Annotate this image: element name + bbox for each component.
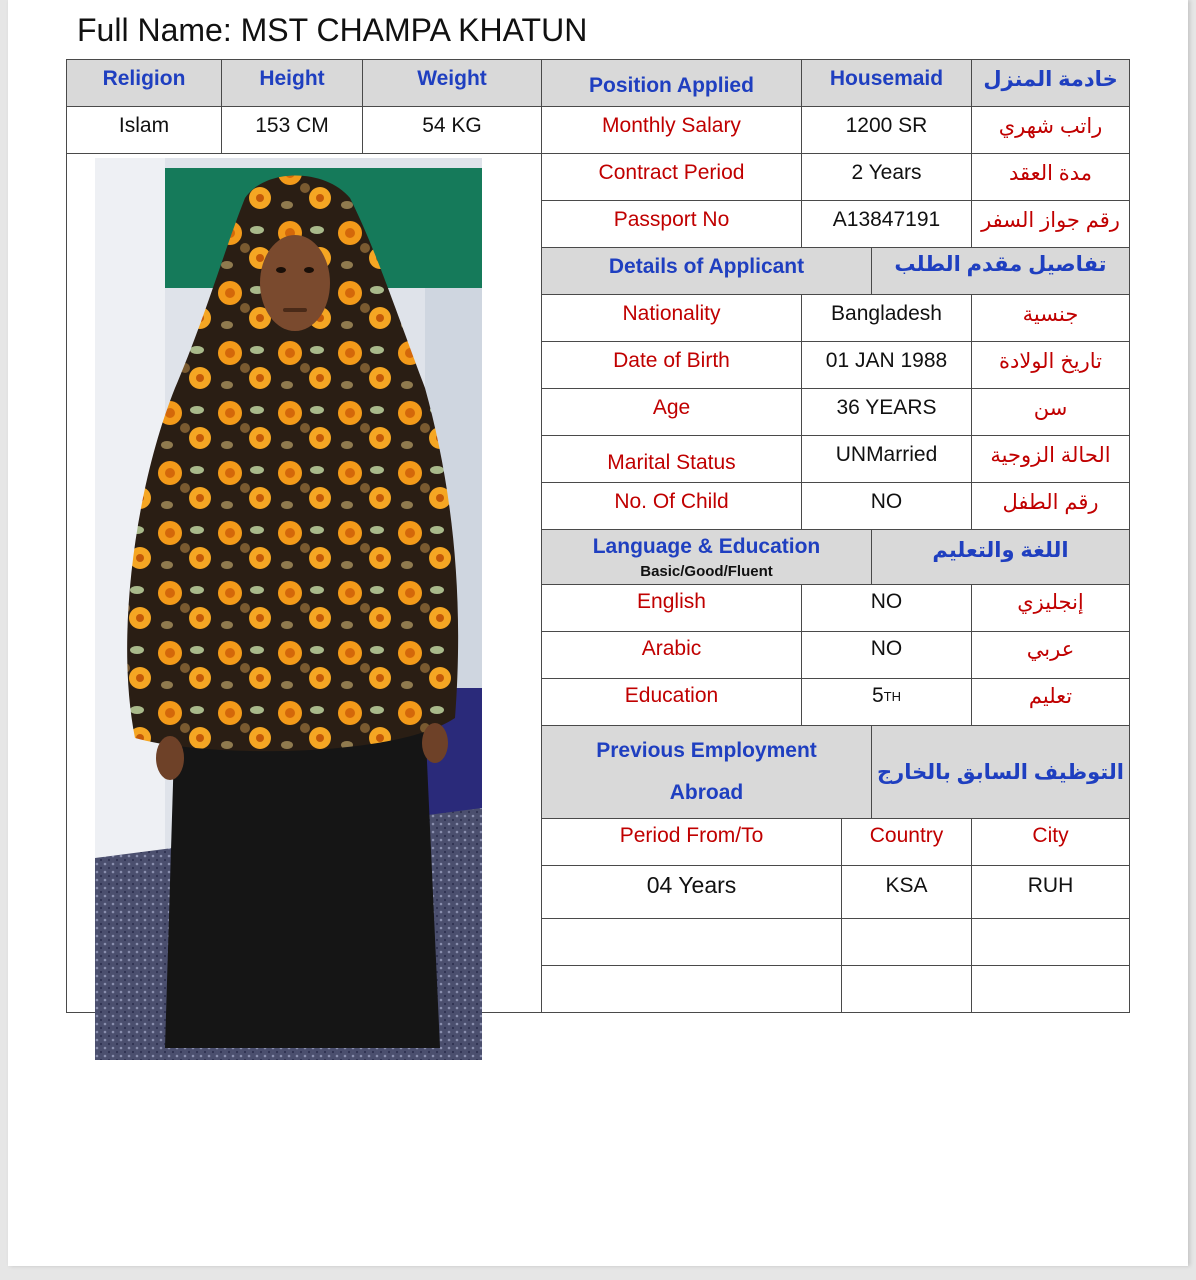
- nationality-label: Nationality: [541, 294, 802, 342]
- no-of-child-value: NO: [801, 482, 972, 530]
- arabic-arabic: عربي: [971, 631, 1130, 679]
- english-arabic: إنجليزي: [971, 584, 1130, 632]
- weight-header: Weight: [362, 59, 542, 107]
- age-value: 36 YEARS: [801, 388, 972, 436]
- date-of-birth-label: Date of Birth: [541, 341, 802, 389]
- weight-value: 54 KG: [362, 106, 542, 154]
- education-level: 5: [871, 684, 884, 707]
- position-applied-label: Position Applied: [541, 59, 802, 107]
- education-arabic: تعليم: [971, 678, 1130, 726]
- employment-city-cell: [971, 918, 1130, 966]
- previous-employment-header: [541, 725, 872, 819]
- date-of-birth-arabic: تاريخ الولادة: [971, 341, 1130, 389]
- employment-city-cell: RUH: [971, 865, 1130, 919]
- age-arabic: سن: [971, 388, 1130, 436]
- education-label: Education: [541, 678, 802, 726]
- language-education-header: [541, 529, 872, 585]
- arabic-value: NO: [801, 631, 972, 679]
- height-value: 153 CM: [221, 106, 363, 154]
- arabic-label: Arabic: [541, 631, 802, 679]
- no-of-child-arabic: رقم الطفل: [971, 482, 1130, 530]
- language-education-arabic: اللغة والتعليم: [871, 529, 1130, 585]
- country-column-header: Country: [841, 818, 972, 866]
- age-label: Age: [541, 388, 802, 436]
- passport-no-value: A13847191: [801, 200, 972, 248]
- monthly-salary-arabic: راتب شهري: [971, 106, 1130, 154]
- previous-employment-line2: Abroad: [669, 781, 744, 804]
- full-name-title: Full Name: MST CHAMPA KHATUN: [77, 12, 588, 48]
- nationality-value: Bangladesh: [801, 294, 972, 342]
- details-of-applicant-arabic: تفاصيل مقدم الطلب: [871, 247, 1130, 295]
- position-applied-arabic: خادمة المنزل: [971, 59, 1130, 107]
- marital-status-arabic: الحالة الزوجية: [971, 435, 1130, 483]
- applicant-photo: [95, 158, 482, 1060]
- marital-status-value: UNMarried: [801, 435, 972, 483]
- position-applied-value: Housemaid: [801, 59, 972, 107]
- marital-status-label: Marital Status: [541, 435, 802, 483]
- education-value: [801, 678, 972, 726]
- employment-country-cell: [841, 918, 972, 966]
- height-header: Height: [221, 59, 363, 107]
- previous-employment-arabic: التوظيف السابق بالخارج: [871, 725, 1130, 819]
- employment-period-cell: [541, 965, 842, 1013]
- english-value: NO: [801, 584, 972, 632]
- passport-no-label: Passport No: [541, 200, 802, 248]
- language-education-label: Language & Education: [592, 534, 821, 558]
- monthly-salary-value: 1200 SR: [801, 106, 972, 154]
- details-of-applicant-header: Details of Applicant: [541, 247, 872, 295]
- employment-period-cell: 04 Years: [541, 865, 842, 919]
- date-of-birth-value: 01 JAN 1988: [801, 341, 972, 389]
- employment-period-cell: [541, 918, 842, 966]
- employment-country-cell: KSA: [841, 865, 972, 919]
- education-level-suffix: TH: [883, 688, 902, 704]
- employment-country-cell: [841, 965, 972, 1013]
- monthly-salary-label: Monthly Salary: [541, 106, 802, 154]
- contract-period-value: 2 Years: [801, 153, 972, 201]
- city-column-header: City: [971, 818, 1130, 866]
- no-of-child-label: No. Of Child: [541, 482, 802, 530]
- contract-period-label: Contract Period: [541, 153, 802, 201]
- contract-period-arabic: مدة العقد: [971, 153, 1130, 201]
- religion-header: Religion: [66, 59, 222, 107]
- english-label: English: [541, 584, 802, 632]
- employment-city-cell: [971, 965, 1130, 1013]
- passport-no-arabic: رقم جواز السفر: [971, 200, 1130, 248]
- previous-employment-line1: Previous Employment: [596, 739, 817, 762]
- period-column-header: Period From/To: [541, 818, 842, 866]
- language-level-scale: Basic/Good/Fluent: [640, 562, 773, 580]
- religion-value: Islam: [66, 106, 222, 154]
- nationality-arabic: جنسية: [971, 294, 1130, 342]
